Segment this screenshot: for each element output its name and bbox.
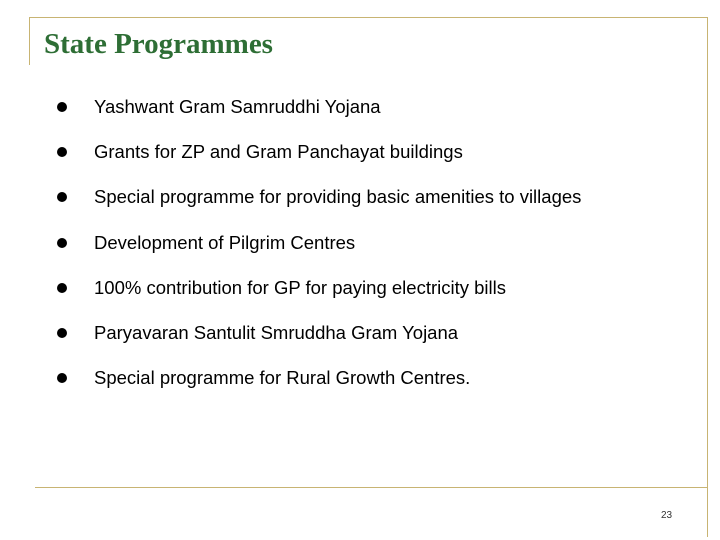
frame-left-line xyxy=(29,17,30,65)
bullet-icon xyxy=(57,328,67,338)
page-number: 23 xyxy=(661,510,673,521)
bullet-icon xyxy=(57,147,67,157)
bullet-icon xyxy=(57,373,67,383)
bullet-text: Special programme for providing basic amenities to villages xyxy=(94,186,582,208)
list-item xyxy=(57,220,581,265)
bullet-text: Grants for ZP and Gram Panchayat buildings xyxy=(94,140,463,162)
bullet-icon xyxy=(57,102,67,112)
bullet-text: 100% contribution for GP for paying electricity bills xyxy=(94,276,506,298)
list-item xyxy=(57,175,581,220)
bullet-icon xyxy=(57,238,67,248)
bullet-icon xyxy=(57,192,67,202)
bullet-text: Special programme for Rural Growth Centres. xyxy=(94,367,471,389)
bullet-text: Development of Pilgrim Centres xyxy=(94,231,356,253)
list-item xyxy=(57,356,581,401)
list-item xyxy=(57,129,581,174)
list-item xyxy=(57,265,581,310)
frame-top-line xyxy=(29,17,707,18)
list-item xyxy=(57,310,581,355)
bullet-icon xyxy=(57,283,67,293)
bullet-text: Yashwant Gram Samruddhi Yojana xyxy=(94,95,381,117)
frame-right-line xyxy=(707,17,708,537)
bullet-list xyxy=(57,84,581,401)
frame-bottom-line xyxy=(35,487,707,488)
slide-title: State Programmes xyxy=(44,28,273,60)
list-item xyxy=(57,84,581,129)
bullet-text: Paryavaran Santulit Smruddha Gram Yojana xyxy=(94,322,459,344)
